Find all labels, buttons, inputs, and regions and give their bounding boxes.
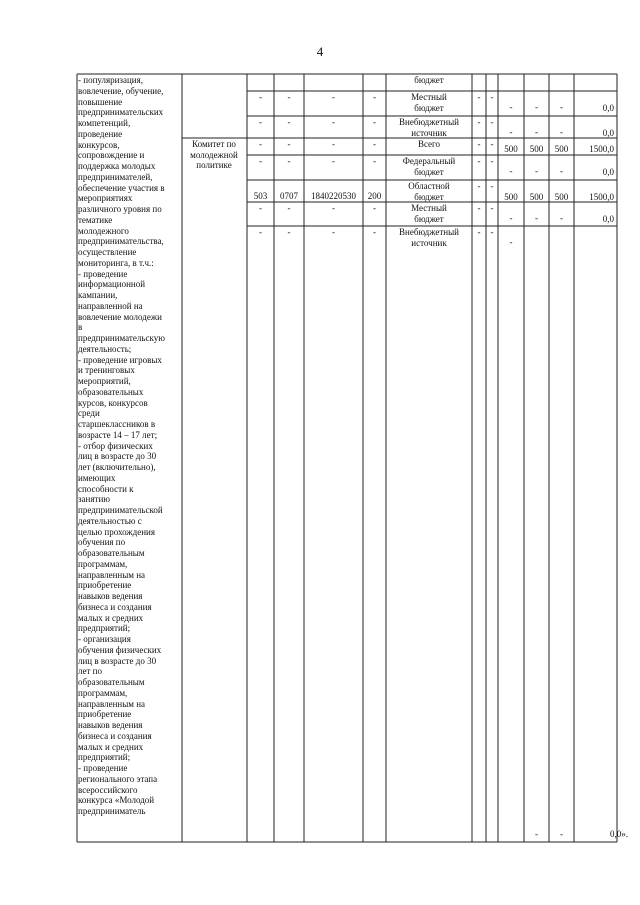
code-cell: -: [287, 117, 291, 127]
event-description: [78, 75, 182, 817]
funding-source: бюджет: [414, 166, 444, 177]
description-line: предпринимательской: [78, 505, 163, 515]
code-cell: -: [332, 203, 335, 213]
description-line: - проведение игровых: [78, 354, 162, 365]
description-line: обеспечение участия в: [78, 182, 165, 193]
funding-source: источник: [411, 127, 447, 138]
year-value: -: [509, 166, 513, 176]
code-cell: -: [373, 139, 376, 149]
description-line: возрасте 14 – 17 лет;: [78, 429, 158, 440]
description-line: - проведение: [78, 268, 128, 279]
description-line: приобретение: [78, 709, 132, 720]
year-value: -: [535, 213, 538, 223]
description-line: среди: [78, 408, 100, 419]
code-cell: 200: [367, 191, 382, 201]
funding-source: источник: [411, 237, 447, 248]
code-cell: -: [259, 203, 262, 213]
description-line: проведение: [78, 128, 123, 139]
responsible-line: Комитет по: [192, 139, 236, 149]
code-cell: -: [373, 203, 376, 213]
year-value: -: [535, 102, 538, 112]
description-line: бизнеса и создания: [78, 601, 152, 612]
description-line: в: [78, 322, 83, 333]
description-line: предпринимательства,: [78, 236, 164, 247]
code-cell: -: [287, 139, 291, 149]
year-value: -: [509, 213, 513, 223]
description-line: предпринимательскую: [78, 333, 165, 343]
year-value: 500: [529, 192, 544, 202]
description-line: лиц в возрасте до 30: [78, 451, 157, 462]
description-line: лет по: [78, 666, 102, 677]
description-line: компетенций,: [78, 118, 131, 128]
year-value: -: [477, 139, 481, 149]
year-value: 0,0: [602, 167, 614, 177]
year-value-final: -: [560, 829, 563, 839]
year-value: -: [477, 227, 481, 237]
description-line: предпринимателей,: [78, 171, 153, 182]
year-value: 0,0: [602, 103, 614, 113]
code-cell: -: [373, 117, 376, 127]
year-value-final: 0,0».: [610, 829, 628, 839]
description-line: осуществление: [78, 247, 137, 257]
code-cell: 1840220530: [311, 191, 356, 201]
year-value: -: [509, 102, 513, 112]
year-value: -: [490, 117, 494, 127]
year-value: -: [560, 127, 563, 137]
funding-source: Местный: [411, 92, 447, 102]
year-value: -: [490, 203, 494, 213]
description-line: молодежного: [78, 225, 129, 236]
description-line: мероприятий,: [78, 376, 131, 386]
description-line: предприниматель: [78, 806, 146, 816]
description-line: вовлечение, обучение,: [78, 85, 164, 96]
description-line: направленным на: [78, 698, 146, 709]
year-value: -: [560, 213, 563, 223]
description-line: бизнеса и создания: [78, 730, 152, 741]
description-line: деятельностью с: [78, 515, 142, 526]
code-cell: -: [332, 156, 335, 166]
description-line: приобретение: [78, 580, 132, 591]
responsible-line: молодежной: [190, 149, 238, 160]
description-line: различного уровня по: [78, 204, 162, 214]
year-value: -: [560, 166, 563, 176]
description-line: вовлечение молодежи: [78, 311, 162, 322]
description-line: кампании,: [78, 290, 118, 300]
year-value: -: [509, 127, 513, 137]
year-value: -: [490, 139, 494, 149]
description-line: тематике: [78, 214, 113, 225]
year-value: -: [535, 127, 538, 137]
year-value: 500: [554, 192, 569, 202]
code-cell: -: [287, 203, 291, 213]
year-value: -: [477, 203, 481, 213]
description-line: регионального этапа: [78, 773, 158, 784]
description-line: направленной на: [78, 300, 143, 311]
description-line: деятельность;: [78, 343, 132, 354]
funding-source: Всего: [417, 139, 441, 149]
code-cell: -: [332, 139, 335, 149]
code-cell: -: [373, 92, 376, 102]
description-line: образовательным: [78, 677, 145, 687]
year-value: -: [477, 156, 481, 166]
description-line: образовательных: [78, 386, 144, 397]
description-line: обучения физических: [78, 644, 162, 655]
year-value: -: [535, 166, 538, 176]
code-cell: -: [287, 92, 291, 102]
funding-source: бюджет: [414, 213, 444, 224]
description-line: предприятий;: [78, 752, 131, 763]
year-value: -: [477, 92, 481, 102]
year-value: -: [477, 181, 481, 191]
year-value: 0,0: [602, 128, 614, 138]
description-line: программам,: [78, 687, 128, 698]
code-cell: -: [373, 227, 376, 237]
code-cell: 0707: [280, 191, 298, 201]
description-line: имеющих: [78, 472, 116, 483]
year-value: -: [477, 117, 481, 127]
year-value: 1500,0: [589, 192, 614, 202]
description-line: конкурсов,: [78, 139, 120, 150]
funding-source: Внебюджетный: [399, 117, 459, 127]
description-line: повышение: [78, 96, 123, 107]
code-cell: -: [259, 117, 262, 127]
description-line: лиц в возрасте до 30: [78, 655, 157, 666]
description-line: сопровождение и: [78, 150, 145, 161]
responsible-executor: [183, 139, 245, 171]
description-line: старшеклассников в: [78, 419, 156, 429]
funding-source: Местный: [411, 203, 447, 213]
code-cell: 503: [253, 191, 268, 201]
description-line: малых и средних: [78, 612, 144, 623]
description-line: направленным на: [78, 569, 146, 580]
code-cell: -: [287, 156, 291, 166]
code-cell: -: [259, 156, 262, 166]
year-value: -: [490, 92, 494, 102]
description-line: - проведение: [78, 763, 128, 773]
funding-source: бюджет: [414, 75, 444, 85]
year-value: 0,0: [602, 214, 614, 224]
description-line: информационной: [78, 279, 146, 290]
description-line: - отбор физических: [78, 440, 153, 451]
year-value: -: [490, 227, 494, 237]
year-value: -: [490, 156, 494, 166]
year-value: 500: [504, 192, 518, 202]
description-line: - организация: [78, 634, 131, 644]
funding-source: бюджет: [414, 102, 444, 113]
code-cell: -: [332, 117, 335, 127]
code-cell: -: [259, 139, 262, 149]
description-line: предпринимательских: [78, 107, 164, 118]
description-line: образовательным: [78, 548, 145, 558]
description-line: малых и средних: [78, 741, 144, 752]
code-cell: -: [332, 227, 335, 237]
description-line: способности к: [78, 483, 134, 494]
code-cell: -: [332, 92, 335, 102]
funding-source: бюджет: [414, 191, 444, 202]
description-line: навыков ведения: [78, 591, 143, 601]
code-cell: -: [259, 92, 262, 102]
year-value: -: [490, 181, 494, 191]
funding-source: Внебюджетный: [399, 227, 459, 237]
year-value: 500: [554, 144, 569, 154]
year-value: 1500,0: [589, 144, 614, 154]
description-line: программам,: [78, 558, 128, 569]
year-value: 500: [504, 144, 518, 154]
description-line: конкурса «Молодой: [78, 795, 155, 806]
year-value: 500: [529, 144, 544, 154]
description-line: всероссийского: [78, 784, 138, 795]
year-value-final: -: [535, 829, 538, 839]
description-line: целью прохождения: [78, 526, 155, 537]
description-line: предприятий;: [78, 623, 131, 634]
description-line: поддержка молодых: [78, 161, 156, 171]
page-number: 4: [316, 44, 324, 59]
description-line: курсов, конкурсов: [78, 397, 148, 408]
code-cell: -: [373, 156, 376, 166]
description-line: навыков ведения: [78, 720, 143, 730]
code-cell: -: [287, 227, 291, 237]
description-line: лет (включительно),: [78, 462, 156, 472]
description-line: мероприятиях: [78, 193, 133, 204]
year-value: -: [509, 237, 513, 247]
funding-source: Федеральный: [402, 156, 456, 166]
responsible-line: политике: [196, 160, 232, 171]
description-line: занятию: [78, 494, 110, 505]
description-line: и тренинговых: [78, 365, 135, 376]
description-line: обучения по: [78, 537, 126, 548]
description-line: мониторинга, в т.ч.:: [78, 257, 154, 268]
funding-source: Областной: [408, 181, 450, 191]
description-line: - популяризация,: [78, 75, 144, 85]
code-cell: -: [259, 227, 262, 237]
year-value: -: [560, 102, 563, 112]
